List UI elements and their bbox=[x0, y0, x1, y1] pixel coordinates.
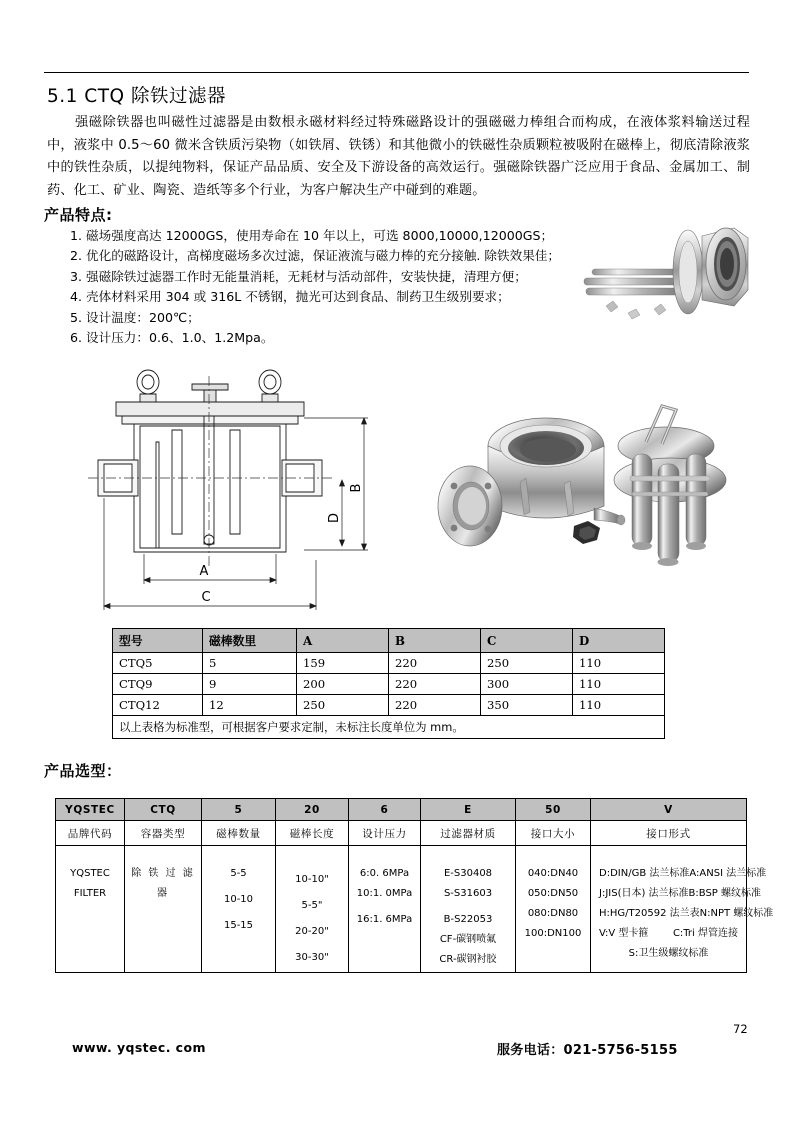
feature-item: 6. 设计压力：0.6、1.0、1.2Mpa。 bbox=[70, 330, 274, 346]
option-pressure: 6:0. 6MPa bbox=[359, 868, 410, 879]
spec-cell-c: 350 bbox=[481, 695, 573, 716]
option-rod-count: 10-10 bbox=[223, 894, 254, 905]
table-row bbox=[113, 695, 665, 716]
header-rule bbox=[44, 72, 749, 73]
spec-cell-a: 200 bbox=[297, 674, 389, 695]
option-pressure: 10:1. 0MPa bbox=[356, 888, 413, 899]
feature-item: 3. 强磁除铁过滤器工作时无能量消耗，无耗材与活动部件，安装快捷，清理方便； bbox=[70, 268, 527, 284]
selection-options-brand bbox=[56, 846, 125, 973]
spec-header-rod-count: 磁棒数里 bbox=[203, 629, 297, 653]
spec-cell-a: 250 bbox=[297, 695, 389, 716]
option-brand: FILTER bbox=[73, 888, 107, 899]
spec-cell-b: 220 bbox=[389, 674, 481, 695]
features-heading: 产品特点: bbox=[44, 206, 113, 224]
spec-table-note: 以上表格为标准型，可根据客户要求定制，未标注长度单位为 mm。 bbox=[113, 716, 665, 739]
selection-code-rod-count: 5 bbox=[202, 799, 276, 821]
footer-website: www. yqstec. com bbox=[72, 1040, 206, 1055]
option-material: B-S22053 bbox=[443, 914, 493, 925]
option-port-form: J:JIS(日本) 法兰标准 bbox=[599, 888, 689, 899]
product-photo-rod-assembly bbox=[566, 214, 758, 334]
footer-service-phone: 服务电话：021-5756-5155 bbox=[497, 1043, 678, 1058]
intro-paragraph: 强磁除铁器也叫磁性过滤器是由数根永磁材料经过特殊磁路设计的强磁磁力棒组合而构成，在液体浆料输送过程中，液浆中 0.5～60 微米含铁质污染物（如铁屑、铁锈）和其他微小的铁磁性杂质颗粒被吸附在磁棒上，彻底清除液浆中的铁性杂质，以提纯物料，保证产品品质、安全及下游设备的高效运行。强磁除铁器广泛应用于食品、金属加工、制药、化工、矿业、陶瓷、造纸等多个行业，为客户解决生产中碰到的难题。 bbox=[47, 115, 750, 198]
spec-cell-a: 159 bbox=[297, 653, 389, 674]
spec-cell-b: 220 bbox=[389, 695, 481, 716]
selection-code-material: E bbox=[421, 799, 516, 821]
spec-cell-c: 300 bbox=[481, 674, 573, 695]
selection-code-container: CTQ bbox=[125, 799, 202, 821]
option-rod-length: 30-30" bbox=[295, 952, 329, 963]
selection-code-port-form: V bbox=[591, 799, 747, 821]
selection-label-container: 容器类型 bbox=[125, 821, 202, 846]
selection-options-port-form bbox=[591, 846, 774, 973]
option-port-form: H:HG/T20592 法兰表 bbox=[599, 908, 700, 919]
spec-header-b: B bbox=[389, 629, 481, 653]
option-port-form-last: S:卫生级螺纹标准 bbox=[628, 948, 709, 959]
spec-header-a: A bbox=[297, 629, 389, 653]
option-port-form: V:V 型卡箍 bbox=[599, 928, 649, 939]
option-material: CF-碳钢喷氟 bbox=[439, 934, 497, 945]
selection-code-brand: YQSTEC bbox=[56, 799, 125, 821]
option-rod-count: 5-5 bbox=[230, 868, 247, 879]
selection-heading: 产品选型： bbox=[44, 762, 122, 780]
option-rod-count: 15-15 bbox=[223, 920, 254, 931]
spec-table-header-row bbox=[113, 629, 665, 653]
feature-item: 4. 壳体材料采用 304 或 316L 不锈钢，抛光可达到食品、制药卫生级别要求； bbox=[70, 289, 510, 305]
selection-label-rod-length: 磁棒长度 bbox=[276, 821, 349, 846]
spec-cell-model: CTQ5 bbox=[113, 653, 203, 674]
port-form-row bbox=[593, 864, 767, 884]
feature-item: 1. 磁场强度高达 12000GS，使用寿命在 10 年以上，可选 8000,10000,12000GS； bbox=[70, 228, 554, 243]
spec-cell-rods: 12 bbox=[203, 695, 297, 716]
dimension-label-D: D bbox=[327, 512, 342, 524]
option-port-form: C:Tri 焊管连接 bbox=[672, 928, 738, 939]
table-row bbox=[113, 674, 665, 695]
selection-code-pressure: 6 bbox=[349, 799, 421, 821]
option-container: 除 铁 过 滤 bbox=[131, 868, 195, 879]
selection-options-material bbox=[421, 846, 516, 973]
selection-options-pressure bbox=[349, 846, 421, 973]
product-selection-table bbox=[55, 798, 774, 973]
option-container: 器 bbox=[157, 888, 169, 899]
feature-item: 2. 优化的磁路设计，高梯度磁场多次过滤，保证液流与磁力棒的充分接触. 除铁效果佳； bbox=[70, 248, 560, 264]
selection-options-container bbox=[125, 846, 202, 973]
selection-code-row bbox=[56, 799, 747, 821]
selection-options-rod-count bbox=[202, 846, 276, 973]
table-row bbox=[113, 653, 665, 674]
spec-header-c: C bbox=[481, 629, 573, 653]
option-port-form: N:NPT 螺纹标准 bbox=[699, 908, 774, 919]
specification-table bbox=[112, 628, 665, 739]
spec-cell-rods: 5 bbox=[203, 653, 297, 674]
spec-cell-model: CTQ9 bbox=[113, 674, 203, 695]
option-port-form: A:ANSI 法兰标准 bbox=[689, 868, 767, 879]
option-port-form: D:DIN/GB 法兰标准 bbox=[599, 868, 690, 879]
spec-cell-model: CTQ12 bbox=[113, 695, 203, 716]
selection-code-port-size: 50 bbox=[516, 799, 591, 821]
spec-header-model: 型号 bbox=[113, 629, 203, 653]
spec-cell-b: 220 bbox=[389, 653, 481, 674]
port-form-grid bbox=[593, 864, 774, 964]
selection-label-material: 过滤器材质 bbox=[421, 821, 516, 846]
selection-label-rod-count: 磁棒数量 bbox=[202, 821, 276, 846]
spec-cell-d: 110 bbox=[573, 695, 665, 716]
page-number: 72 bbox=[733, 1022, 748, 1036]
selection-code-rod-length: 20 bbox=[276, 799, 349, 821]
option-brand: YQSTEC bbox=[70, 868, 110, 879]
spec-cell-d: 110 bbox=[573, 653, 665, 674]
spec-header-d: D bbox=[573, 629, 665, 653]
option-material: CR-碳钢衬胶 bbox=[439, 954, 497, 965]
page-title: 5.1 CTQ 除铁过滤器 bbox=[47, 86, 226, 107]
option-pressure: 16:1. 6MPa bbox=[356, 914, 413, 925]
option-rod-length: 5-5" bbox=[301, 900, 323, 911]
selection-label-row bbox=[56, 821, 747, 846]
dimension-label-C: C bbox=[201, 590, 211, 605]
dimension-label-A: A bbox=[199, 564, 209, 579]
option-rod-length: 20-20" bbox=[295, 926, 329, 937]
port-form-row bbox=[593, 904, 774, 924]
option-port-size: 040:DN40 bbox=[527, 868, 579, 879]
selection-options-rod-length bbox=[276, 846, 349, 973]
option-material: E-S30408 bbox=[443, 868, 493, 879]
technical-drawing-cross-section bbox=[86, 368, 378, 620]
selection-label-port-size: 接口大小 bbox=[516, 821, 591, 846]
spec-cell-c: 250 bbox=[481, 653, 573, 674]
selection-options-port-size bbox=[516, 846, 591, 973]
features-list bbox=[70, 226, 630, 348]
option-port-size: 080:DN80 bbox=[527, 908, 579, 919]
selection-label-brand: 品牌代码 bbox=[56, 821, 125, 846]
feature-item: 5. 设计温度：200℃； bbox=[70, 309, 200, 325]
dimension-label-B: B bbox=[349, 483, 364, 493]
product-photo-assembly bbox=[424, 398, 754, 608]
port-form-row bbox=[593, 924, 744, 944]
selection-options-row bbox=[56, 846, 747, 973]
selection-label-port-form: 接口形式 bbox=[591, 821, 747, 846]
spec-table-note-row bbox=[113, 716, 665, 739]
option-port-size: 100:DN100 bbox=[524, 928, 582, 939]
option-port-size: 050:DN50 bbox=[527, 888, 579, 899]
option-rod-length: 10-10" bbox=[295, 874, 329, 885]
port-form-row bbox=[593, 884, 762, 904]
selection-label-pressure: 设计压力 bbox=[349, 821, 421, 846]
option-port-form: B:BSP 螺纹标准 bbox=[688, 888, 762, 899]
option-material: S-S31603 bbox=[443, 888, 493, 899]
spec-cell-rods: 9 bbox=[203, 674, 297, 695]
spec-cell-d: 110 bbox=[573, 674, 665, 695]
